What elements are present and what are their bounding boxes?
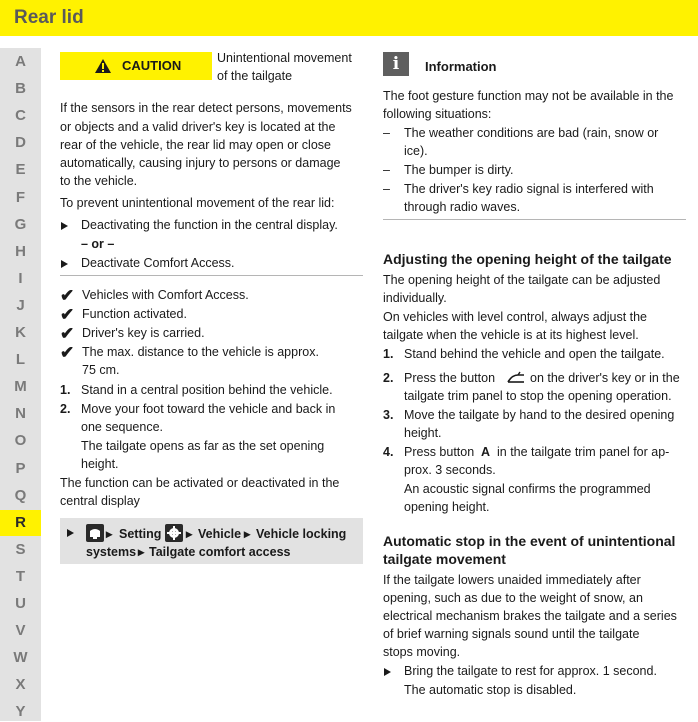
check-item: 75 cm. <box>82 363 120 377</box>
adjust-intro: On vehicles with level control, always adjust the <box>383 310 648 324</box>
info-title: Information <box>425 59 497 74</box>
index-letter-s[interactable]: S <box>15 540 26 558</box>
nav-arrow: ▸ <box>138 545 145 559</box>
step-line: opening height. <box>404 500 490 514</box>
index-letter-m[interactable]: M <box>14 378 27 396</box>
adjust-intro: The opening height of the tailgate can be adjusted <box>383 273 661 287</box>
index-letter-q[interactable]: Q <box>14 486 27 504</box>
nav-arrow: ▸ <box>244 527 251 541</box>
info-item: The weather conditions are bad (rain, snow or <box>404 126 659 140</box>
index-letter-l[interactable]: L <box>15 351 26 369</box>
check-item: The max. distance to the vehicle is approx. <box>82 345 319 359</box>
step-line: The tailgate opens as far as the set opening <box>81 439 325 453</box>
index-letter-i[interactable]: I <box>18 269 23 287</box>
alphabet-index <box>0 48 41 721</box>
index-letter-v[interactable]: V <box>15 622 26 640</box>
nav-arrow: ▸ <box>106 527 113 541</box>
index-letter-g[interactable]: G <box>14 215 27 233</box>
step-number: 2. <box>60 402 71 416</box>
step-line: on the driver's key or in the <box>530 371 680 385</box>
info-item: The driver's key radio signal is interfered with <box>404 182 654 196</box>
auto-text: opening, such as due to the weight of snow, an <box>383 591 643 605</box>
adjust-heading: Adjusting the opening height of the tailgate <box>383 251 672 267</box>
index-letter-f[interactable]: F <box>15 188 26 206</box>
index-letter-p[interactable]: P <box>15 459 26 477</box>
info-icon: i <box>383 52 409 76</box>
index-letter-t[interactable]: T <box>15 567 26 585</box>
auto-item: The automatic stop is disabled. <box>404 683 577 697</box>
home-icon <box>86 524 104 542</box>
divider <box>383 219 686 220</box>
nav-systems: systems <box>86 545 137 559</box>
prevent-item: Deactivating the function in the central display. <box>81 218 338 232</box>
step-number: 1. <box>60 383 71 397</box>
dash: – <box>383 126 390 140</box>
dash: – <box>383 182 390 196</box>
auto-item: Bring the tailgate to rest for approx. 1 second. <box>404 664 657 678</box>
nav-vehicle: Vehicle <box>198 527 242 541</box>
check-icon: ✔ <box>60 343 75 362</box>
check-item: Vehicles with Comfort Access. <box>82 288 249 302</box>
info-intro: following situations: <box>383 107 492 121</box>
dash: – <box>383 163 390 177</box>
step-number: 1. <box>383 347 394 361</box>
step-line: An acoustic signal confirms the programmed <box>404 482 651 496</box>
index-letter-a[interactable]: A <box>15 53 26 70</box>
nav-setting: Setting <box>119 527 162 541</box>
index-letter-r[interactable]: R <box>0 510 41 536</box>
bullet-arrow-icon <box>67 529 74 537</box>
menu-path-box <box>60 518 363 564</box>
step-line: tailgate trim panel to stop the opening operation. <box>404 389 672 403</box>
auto-heading: tailgate movement <box>383 551 506 567</box>
index-letter-o[interactable]: O <box>14 432 27 450</box>
step-line: height. <box>81 457 119 471</box>
step-line: Move your foot toward the vehicle and back in <box>81 402 336 416</box>
step-line: height. <box>404 426 442 440</box>
check-icon: ✔ <box>60 286 75 305</box>
page-title: Rear lid <box>14 7 84 28</box>
info-item: The bumper is dirty. <box>404 163 514 177</box>
button-a-label: A <box>481 445 491 459</box>
index-letter-h[interactable]: H <box>15 242 26 260</box>
check-icon: ✔ <box>60 324 75 343</box>
para1-line: rear of the vehicle, the rear lid may open or close <box>60 138 331 152</box>
warning-triangle-icon <box>94 58 112 74</box>
info-intro: The foot gesture function may not be available in the <box>383 89 674 103</box>
adjust-intro: individually. <box>383 291 447 305</box>
nav-tailgate: Tailgate comfort access <box>149 545 291 559</box>
step-line: prox. 3 seconds. <box>404 463 496 477</box>
nav-vehicle-locking: Vehicle locking <box>256 527 347 541</box>
bullet-arrow-icon <box>61 222 68 230</box>
nav-arrow: ▸ <box>186 527 193 541</box>
index-letter-y[interactable]: Y <box>15 703 26 721</box>
index-letter-k[interactable]: K <box>15 324 26 341</box>
step-line: Press the button <box>404 371 496 385</box>
para1-line: or objects and a valid driver's key is located at the <box>60 120 336 134</box>
prevent-text: To prevent unintentional movement of the rear lid: <box>60 196 335 210</box>
para1-line: If the sensors in the rear detect persons, movements <box>60 101 352 115</box>
index-letter-j[interactable]: J <box>16 296 25 314</box>
caution-text-1: Unintentional movement <box>217 51 352 65</box>
caution-banner <box>60 52 212 80</box>
auto-text: electrical mechanism brakes the tailgate and a series <box>383 609 677 623</box>
caution-label: CAUTION <box>122 58 182 73</box>
prevent-item: Deactivate Comfort Access. <box>81 256 235 270</box>
step-line: Stand behind the vehicle and open the tailgate. <box>404 347 665 361</box>
step-line: Stand in a central position behind the vehicle. <box>81 383 333 397</box>
check-icon: ✔ <box>60 305 75 324</box>
step-line: Move the tailgate by hand to the desired opening <box>404 408 675 422</box>
auto-heading: Automatic stop in the event of unintentional <box>383 533 676 549</box>
divider <box>60 275 363 276</box>
para1-line: to the vehicle. <box>60 174 138 188</box>
index-letter-n[interactable]: N <box>15 405 26 423</box>
gear-icon <box>165 524 183 542</box>
index-letter-d[interactable]: D <box>15 134 26 152</box>
step-number: 4. <box>383 445 394 459</box>
index-letter-b[interactable]: B <box>15 80 26 98</box>
closing-line: central display <box>60 494 140 508</box>
key-button-icon <box>506 371 526 385</box>
index-letter-c[interactable]: C <box>15 107 26 125</box>
caution-text-2: of the tailgate <box>217 69 293 83</box>
adjust-intro: tailgate when the vehicle is at its highest level. <box>383 328 639 342</box>
auto-text: of brief warning signals sound until the tailgate <box>383 627 640 641</box>
bullet-arrow-icon <box>61 260 68 268</box>
page-header <box>0 0 698 36</box>
bullet-arrow-icon <box>384 668 391 676</box>
para1-line: automatically, causing injury to persons or damage <box>60 156 341 170</box>
index-letter-w[interactable]: W <box>13 649 28 667</box>
info-item: through radio waves. <box>404 200 521 214</box>
auto-text: If the tailgate lowers unaided immediately after <box>383 573 641 587</box>
check-item: Function activated. <box>82 307 187 321</box>
closing-line: The function can be activated or deactivated in the <box>60 476 340 490</box>
step-line: in the tailgate trim panel for ap- <box>497 445 670 459</box>
auto-text: stops moving. <box>383 645 461 659</box>
index-letter-e[interactable]: E <box>15 161 26 179</box>
step-line: Press button <box>404 445 475 459</box>
index-letter-x[interactable]: X <box>15 676 26 694</box>
index-letter-u[interactable]: U <box>15 595 26 612</box>
info-item: ice). <box>404 144 428 158</box>
step-number: 2. <box>383 371 394 385</box>
or-separator: – or – <box>81 237 115 251</box>
check-item: Driver's key is carried. <box>82 326 205 340</box>
step-number: 3. <box>383 408 394 422</box>
step-line: one sequence. <box>81 420 164 434</box>
